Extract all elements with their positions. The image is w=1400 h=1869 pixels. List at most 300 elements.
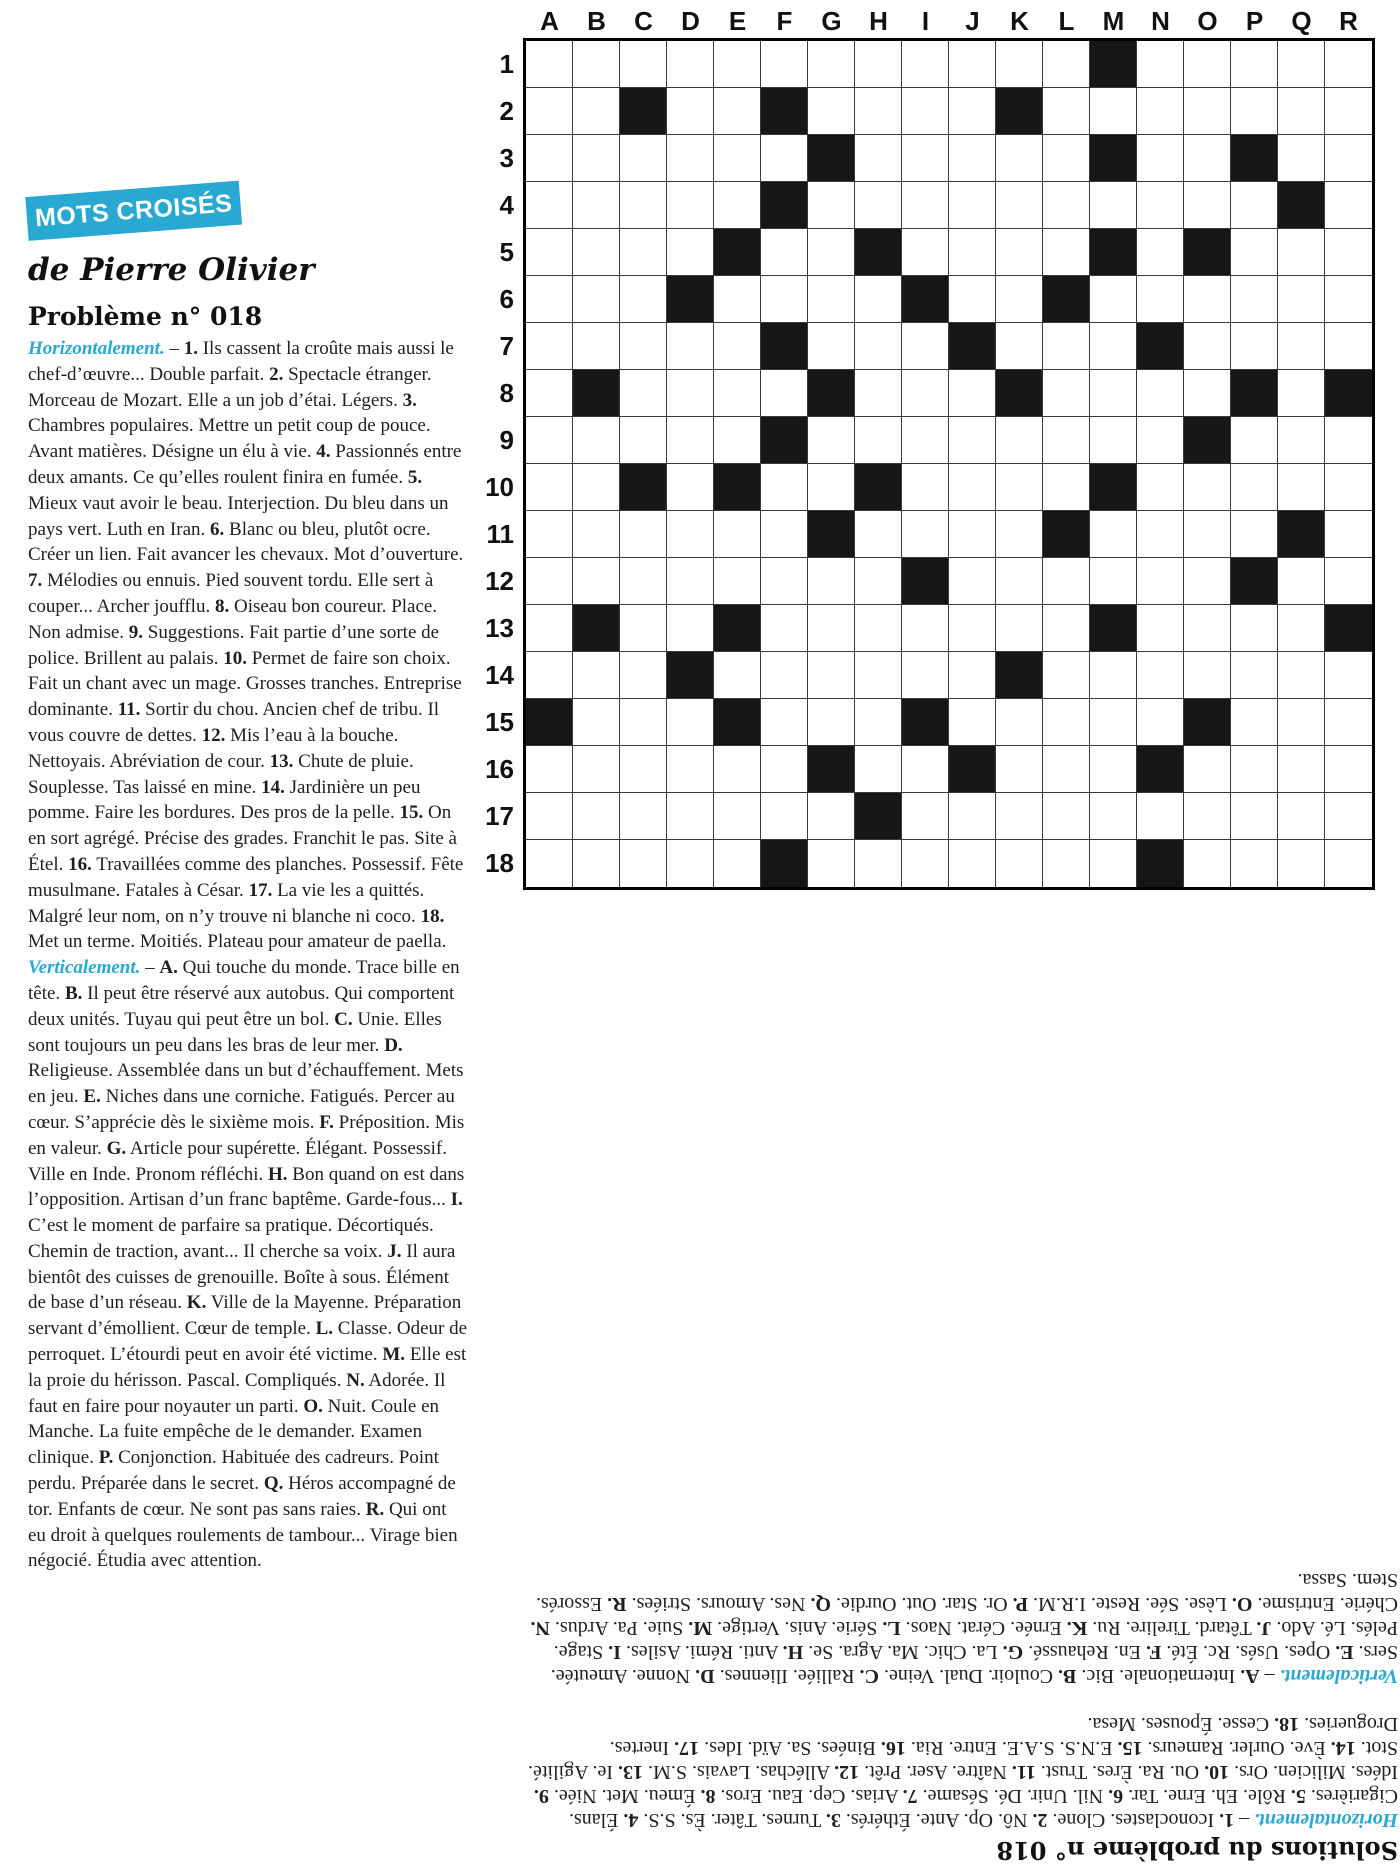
grid-cell-D4[interactable] bbox=[667, 182, 714, 229]
grid-cell-R14[interactable] bbox=[1325, 652, 1372, 699]
clue-key: 10. bbox=[223, 647, 247, 669]
grid-cell-G1[interactable] bbox=[808, 41, 855, 88]
grid-cell-H14[interactable] bbox=[855, 652, 902, 699]
grid-cell-Q2[interactable] bbox=[1278, 88, 1325, 135]
grid-cell-I16[interactable] bbox=[902, 746, 949, 793]
grid-cell-I10[interactable] bbox=[902, 464, 949, 511]
grid-cell-B15[interactable] bbox=[573, 699, 620, 746]
grid-cell-R18[interactable] bbox=[1325, 840, 1372, 887]
grid-cell-Q6[interactable] bbox=[1278, 276, 1325, 323]
grid-cell-N3[interactable] bbox=[1137, 135, 1184, 182]
grid-cell-B12[interactable] bbox=[573, 558, 620, 605]
grid-cell-O18[interactable] bbox=[1184, 840, 1231, 887]
grid-cell-J15[interactable] bbox=[949, 699, 996, 746]
grid-cell-R15[interactable] bbox=[1325, 699, 1372, 746]
grid-cell-E1[interactable] bbox=[714, 41, 761, 88]
grid-cell-N13[interactable] bbox=[1137, 605, 1184, 652]
grid-cell-O3[interactable] bbox=[1184, 135, 1231, 182]
grid-cell-Q12[interactable] bbox=[1278, 558, 1325, 605]
grid-cell-K18[interactable] bbox=[996, 840, 1043, 887]
grid-cell-K1[interactable] bbox=[996, 41, 1043, 88]
grid-cell-B7[interactable] bbox=[573, 323, 620, 370]
grid-cell-N1[interactable] bbox=[1137, 41, 1184, 88]
grid-cell-J4[interactable] bbox=[949, 182, 996, 229]
grid-cell-E4[interactable] bbox=[714, 182, 761, 229]
grid-cell-O12[interactable] bbox=[1184, 558, 1231, 605]
grid-cell-L7[interactable] bbox=[1043, 323, 1090, 370]
grid-cell-M12[interactable] bbox=[1090, 558, 1137, 605]
grid-cell-R6[interactable] bbox=[1325, 276, 1372, 323]
grid-cell-G4[interactable] bbox=[808, 182, 855, 229]
grid-cell-K13[interactable] bbox=[996, 605, 1043, 652]
grid-cell-B14[interactable] bbox=[573, 652, 620, 699]
grid-cell-A14[interactable] bbox=[526, 652, 573, 699]
grid-cell-L18[interactable] bbox=[1043, 840, 1090, 887]
grid-cell-J1[interactable] bbox=[949, 41, 996, 88]
grid-cell-R5[interactable] bbox=[1325, 229, 1372, 276]
grid-cell-Q9[interactable] bbox=[1278, 417, 1325, 464]
grid-cell-A8[interactable] bbox=[526, 370, 573, 417]
grid-cell-C5[interactable] bbox=[620, 229, 667, 276]
grid-cell-O16[interactable] bbox=[1184, 746, 1231, 793]
grid-cell-F14[interactable] bbox=[761, 652, 808, 699]
grid-cell-G18[interactable] bbox=[808, 840, 855, 887]
grid-cell-C14[interactable] bbox=[620, 652, 667, 699]
grid-cell-H1[interactable] bbox=[855, 41, 902, 88]
grid-cell-C3[interactable] bbox=[620, 135, 667, 182]
grid-cell-K7[interactable] bbox=[996, 323, 1043, 370]
grid-cell-B4[interactable] bbox=[573, 182, 620, 229]
grid-cell-N12[interactable] bbox=[1137, 558, 1184, 605]
grid-cell-M14[interactable] bbox=[1090, 652, 1137, 699]
clue-key: 17. bbox=[674, 1737, 700, 1759]
grid-cell-K9[interactable] bbox=[996, 417, 1043, 464]
grid-cell-H16[interactable] bbox=[855, 746, 902, 793]
grid-cell-A5[interactable] bbox=[526, 229, 573, 276]
grid-cell-K15[interactable] bbox=[996, 699, 1043, 746]
grid-cell-B9[interactable] bbox=[573, 417, 620, 464]
grid-cell-F6[interactable] bbox=[761, 276, 808, 323]
grid-cell-L3[interactable] bbox=[1043, 135, 1090, 182]
grid-cell-D3[interactable] bbox=[667, 135, 714, 182]
grid-cell-I14[interactable] bbox=[902, 652, 949, 699]
grid-cell-O4[interactable] bbox=[1184, 182, 1231, 229]
grid-cell-H9[interactable] bbox=[855, 417, 902, 464]
grid-cell-M16[interactable] bbox=[1090, 746, 1137, 793]
grid-cell-C15[interactable] bbox=[620, 699, 667, 746]
grid-cell-J3[interactable] bbox=[949, 135, 996, 182]
grid-cell-L13[interactable] bbox=[1043, 605, 1090, 652]
row-number-15: 15 bbox=[485, 707, 514, 737]
grid-cell-black-N16 bbox=[1137, 746, 1184, 793]
grid-cell-E16[interactable] bbox=[714, 746, 761, 793]
grid-cell-M7[interactable] bbox=[1090, 323, 1137, 370]
grid-cell-H11[interactable] bbox=[855, 511, 902, 558]
grid-cell-M9[interactable] bbox=[1090, 417, 1137, 464]
grid-cell-G5[interactable] bbox=[808, 229, 855, 276]
grid-cell-R9[interactable] bbox=[1325, 417, 1372, 464]
grid-cell-I8[interactable] bbox=[902, 370, 949, 417]
grid-cell-O10[interactable] bbox=[1184, 464, 1231, 511]
grid-cell-L2[interactable] bbox=[1043, 88, 1090, 135]
grid-cell-F5[interactable] bbox=[761, 229, 808, 276]
grid-cell-D9[interactable] bbox=[667, 417, 714, 464]
grid-cell-F15[interactable] bbox=[761, 699, 808, 746]
grid-cell-N5[interactable] bbox=[1137, 229, 1184, 276]
grid-cell-B17[interactable] bbox=[573, 793, 620, 840]
grid-cell-G10[interactable] bbox=[808, 464, 855, 511]
grid-cell-D10[interactable] bbox=[667, 464, 714, 511]
grid-cell-I18[interactable] bbox=[902, 840, 949, 887]
grid-cell-F3[interactable] bbox=[761, 135, 808, 182]
grid-cell-L17[interactable] bbox=[1043, 793, 1090, 840]
grid-cell-P6[interactable] bbox=[1231, 276, 1278, 323]
grid-cell-R1[interactable] bbox=[1325, 41, 1372, 88]
grid-cell-G17[interactable] bbox=[808, 793, 855, 840]
grid-cell-D13[interactable] bbox=[667, 605, 714, 652]
grid-cell-A4[interactable] bbox=[526, 182, 573, 229]
grid-cell-Q17[interactable] bbox=[1278, 793, 1325, 840]
grid-cell-Q3[interactable] bbox=[1278, 135, 1325, 182]
grid-cell-K12[interactable] bbox=[996, 558, 1043, 605]
col-letter-E: E bbox=[728, 6, 747, 36]
grid-cell-I17[interactable] bbox=[902, 793, 949, 840]
grid-cell-I3[interactable] bbox=[902, 135, 949, 182]
col-letter-H: H bbox=[869, 6, 888, 36]
grid-cell-H4[interactable] bbox=[855, 182, 902, 229]
grid-cell-A11[interactable] bbox=[526, 511, 573, 558]
grid-cell-F11[interactable] bbox=[761, 511, 808, 558]
grid-cell-F1[interactable] bbox=[761, 41, 808, 88]
grid-cell-A3[interactable] bbox=[526, 135, 573, 182]
grid-cell-E7[interactable] bbox=[714, 323, 761, 370]
grid-cell-B3[interactable] bbox=[573, 135, 620, 182]
grid-cell-J13[interactable] bbox=[949, 605, 996, 652]
grid-cell-G6[interactable] bbox=[808, 276, 855, 323]
grid-cell-A18[interactable] bbox=[526, 840, 573, 887]
grid-cell-M8[interactable] bbox=[1090, 370, 1137, 417]
grid-cell-R2[interactable] bbox=[1325, 88, 1372, 135]
grid-cell-K17[interactable] bbox=[996, 793, 1043, 840]
grid-cell-K4[interactable] bbox=[996, 182, 1043, 229]
grid-cell-E11[interactable] bbox=[714, 511, 761, 558]
grid-cell-Q14[interactable] bbox=[1278, 652, 1325, 699]
grid-cell-B11[interactable] bbox=[573, 511, 620, 558]
grid-cell-J14[interactable] bbox=[949, 652, 996, 699]
grid-cell-B5[interactable] bbox=[573, 229, 620, 276]
grid-cell-Q1[interactable] bbox=[1278, 41, 1325, 88]
grid-cell-I1[interactable] bbox=[902, 41, 949, 88]
grid-cell-O2[interactable] bbox=[1184, 88, 1231, 135]
grid-cell-M11[interactable] bbox=[1090, 511, 1137, 558]
grid-cell-R11[interactable] bbox=[1325, 511, 1372, 558]
grid-cell-B6[interactable] bbox=[573, 276, 620, 323]
grid-cell-N11[interactable] bbox=[1137, 511, 1184, 558]
grid-cell-F10[interactable] bbox=[761, 464, 808, 511]
grid-cell-R17[interactable] bbox=[1325, 793, 1372, 840]
grid-cell-P13[interactable] bbox=[1231, 605, 1278, 652]
grid-cell-R16[interactable] bbox=[1325, 746, 1372, 793]
grid-cell-H6[interactable] bbox=[855, 276, 902, 323]
grid-cell-Q18[interactable] bbox=[1278, 840, 1325, 887]
grid-cell-P10[interactable] bbox=[1231, 464, 1278, 511]
grid-cell-A1[interactable] bbox=[526, 41, 573, 88]
grid-cell-J17[interactable] bbox=[949, 793, 996, 840]
grid-cell-N2[interactable] bbox=[1137, 88, 1184, 135]
grid-cell-F13[interactable] bbox=[761, 605, 808, 652]
grid-cell-F12[interactable] bbox=[761, 558, 808, 605]
grid-cell-C13[interactable] bbox=[620, 605, 667, 652]
clue-key: 5. bbox=[407, 466, 423, 488]
grid-cell-G14[interactable] bbox=[808, 652, 855, 699]
grid-cell-O8[interactable] bbox=[1184, 370, 1231, 417]
grid-cell-C16[interactable] bbox=[620, 746, 667, 793]
grid-cell-J18[interactable] bbox=[949, 840, 996, 887]
grid-cell-D18[interactable] bbox=[667, 840, 714, 887]
grid-cell-A7[interactable] bbox=[526, 323, 573, 370]
grid-cell-L8[interactable] bbox=[1043, 370, 1090, 417]
grid-cell-K10[interactable] bbox=[996, 464, 1043, 511]
grid-cell-K6[interactable] bbox=[996, 276, 1043, 323]
grid-cell-L4[interactable] bbox=[1043, 182, 1090, 229]
grid-cell-N10[interactable] bbox=[1137, 464, 1184, 511]
grid-cell-N17[interactable] bbox=[1137, 793, 1184, 840]
grid-cell-Q10[interactable] bbox=[1278, 464, 1325, 511]
grid-cell-I2[interactable] bbox=[902, 88, 949, 135]
grid-cell-H3[interactable] bbox=[855, 135, 902, 182]
grid-cell-R4[interactable] bbox=[1325, 182, 1372, 229]
grid-cell-C7[interactable] bbox=[620, 323, 667, 370]
grid-cell-J8[interactable] bbox=[949, 370, 996, 417]
grid-cell-Q7[interactable] bbox=[1278, 323, 1325, 370]
grid-cell-D2[interactable] bbox=[667, 88, 714, 135]
grid-cell-C4[interactable] bbox=[620, 182, 667, 229]
grid-cell-I11[interactable] bbox=[902, 511, 949, 558]
grid-cell-I13[interactable] bbox=[902, 605, 949, 652]
grid-cell-M2[interactable] bbox=[1090, 88, 1137, 135]
grid-cell-A9[interactable] bbox=[526, 417, 573, 464]
grid-cell-H12[interactable] bbox=[855, 558, 902, 605]
clue-key: 8. bbox=[214, 595, 230, 617]
grid-cell-D7[interactable] bbox=[667, 323, 714, 370]
grid-cell-H7[interactable] bbox=[855, 323, 902, 370]
grid-cell-B1[interactable] bbox=[573, 41, 620, 88]
clue-key: G. bbox=[106, 1137, 127, 1159]
grid-cell-Q8[interactable] bbox=[1278, 370, 1325, 417]
grid-cell-B2[interactable] bbox=[573, 88, 620, 135]
direction-label: Horizontalement. bbox=[1254, 1809, 1398, 1831]
grid-cell-E6[interactable] bbox=[714, 276, 761, 323]
grid-cell-K5[interactable] bbox=[996, 229, 1043, 276]
grid-cell-C18[interactable] bbox=[620, 840, 667, 887]
col-letter-I: I bbox=[921, 6, 930, 36]
grid-cell-H8[interactable] bbox=[855, 370, 902, 417]
grid-cell-E12[interactable] bbox=[714, 558, 761, 605]
grid-cell-B16[interactable] bbox=[573, 746, 620, 793]
grid-cell-J11[interactable] bbox=[949, 511, 996, 558]
grid-cell-N15[interactable] bbox=[1137, 699, 1184, 746]
grid-cell-R7[interactable] bbox=[1325, 323, 1372, 370]
grid-cell-C17[interactable] bbox=[620, 793, 667, 840]
clue-key: 9. bbox=[128, 621, 144, 643]
grid-cell-H18[interactable] bbox=[855, 840, 902, 887]
grid-cell-K3[interactable] bbox=[996, 135, 1043, 182]
grid-cell-P18[interactable] bbox=[1231, 840, 1278, 887]
grid-cell-black-H17 bbox=[855, 793, 902, 840]
grid-cell-E2[interactable] bbox=[714, 88, 761, 135]
grid-cell-N4[interactable] bbox=[1137, 182, 1184, 229]
grid-cell-O14[interactable] bbox=[1184, 652, 1231, 699]
grid-cell-P4[interactable] bbox=[1231, 182, 1278, 229]
solutions-across: Horizontalement. – 1. Iconoclastes. Clone. 2. Nô. Op. Ante. Éthérés. 3. Turnes. Tâter. Ès. S.S. 4. Élans. Cigarières. 5. Rôle. Eh. Erne. Tar. 6. Nil. Unir. Dé. Sésame. 7. Arias. Cep. Eau. Eros. 8. Émeu. Met. Niée. 9. Idées. Milicien. Ors. 10. Ou. Ra. Ères. Trust. 11. Naître. Aser. Prêt. 12. Alléchas. Lavais. S.M. 13. Ie. Agilité. Stot. 14. Ève. Ourler. Rameurs. 15. E.N.S. S.A.E. Entre. Ria. 16. Binées. Sa. Aïd. Ides. 17. Inertes. Drogueries. 18. Cesse. Épouses. Mesa. bbox=[528, 1713, 1398, 1831]
grid-cell-black-L11 bbox=[1043, 511, 1090, 558]
grid-cell-L15[interactable] bbox=[1043, 699, 1090, 746]
grid-cell-P9[interactable] bbox=[1231, 417, 1278, 464]
grid-cell-L1[interactable] bbox=[1043, 41, 1090, 88]
grid-cell-D17[interactable] bbox=[667, 793, 714, 840]
grid-cell-O17[interactable] bbox=[1184, 793, 1231, 840]
grid-cell-A2[interactable] bbox=[526, 88, 573, 135]
grid-cell-A6[interactable] bbox=[526, 276, 573, 323]
grid-cell-G7[interactable] bbox=[808, 323, 855, 370]
grid-cell-G9[interactable] bbox=[808, 417, 855, 464]
clue-key: 9. bbox=[533, 1785, 549, 1807]
grid-cell-G12[interactable] bbox=[808, 558, 855, 605]
grid-cell-E8[interactable] bbox=[714, 370, 761, 417]
grid-cell-R12[interactable] bbox=[1325, 558, 1372, 605]
grid-cell-D15[interactable] bbox=[667, 699, 714, 746]
grid-cell-M4[interactable] bbox=[1090, 182, 1137, 229]
grid-cell-L16[interactable] bbox=[1043, 746, 1090, 793]
grid-cell-O7[interactable] bbox=[1184, 323, 1231, 370]
grid-cell-N6[interactable] bbox=[1137, 276, 1184, 323]
grid-cell-Q13[interactable] bbox=[1278, 605, 1325, 652]
grid-cell-D16[interactable] bbox=[667, 746, 714, 793]
grid-cell-D1[interactable] bbox=[667, 41, 714, 88]
grid-cell-J9[interactable] bbox=[949, 417, 996, 464]
grid-cell-R3[interactable] bbox=[1325, 135, 1372, 182]
grid-cell-N9[interactable] bbox=[1137, 417, 1184, 464]
grid-cell-P11[interactable] bbox=[1231, 511, 1278, 558]
grid-cell-E17[interactable] bbox=[714, 793, 761, 840]
grid-cell-J10[interactable] bbox=[949, 464, 996, 511]
grid-cell-black-F9 bbox=[761, 417, 808, 464]
clue-key: 11. bbox=[117, 699, 141, 721]
grid-cell-H13[interactable] bbox=[855, 605, 902, 652]
grid-cell-I5[interactable] bbox=[902, 229, 949, 276]
grid-cell-D11[interactable] bbox=[667, 511, 714, 558]
grid-cell-L14[interactable] bbox=[1043, 652, 1090, 699]
grid-cell-C9[interactable] bbox=[620, 417, 667, 464]
grid-cell-G15[interactable] bbox=[808, 699, 855, 746]
grid-cell-black-E5 bbox=[714, 229, 761, 276]
grid-cell-A13[interactable] bbox=[526, 605, 573, 652]
grid-cell-black-D14 bbox=[667, 652, 714, 699]
grid-cell-E3[interactable] bbox=[714, 135, 761, 182]
grid-cell-C11[interactable] bbox=[620, 511, 667, 558]
grid-cell-R10[interactable] bbox=[1325, 464, 1372, 511]
grid-cell-I7[interactable] bbox=[902, 323, 949, 370]
grid-cell-L12[interactable] bbox=[1043, 558, 1090, 605]
grid-cell-G13[interactable] bbox=[808, 605, 855, 652]
grid-cell-E14[interactable] bbox=[714, 652, 761, 699]
grid-cell-C8[interactable] bbox=[620, 370, 667, 417]
grid-cell-M15[interactable] bbox=[1090, 699, 1137, 746]
grid-cell-M6[interactable] bbox=[1090, 276, 1137, 323]
grid-cell-L10[interactable] bbox=[1043, 464, 1090, 511]
grid-cell-black-H10 bbox=[855, 464, 902, 511]
grid-cell-O6[interactable] bbox=[1184, 276, 1231, 323]
grid-cell-C6[interactable] bbox=[620, 276, 667, 323]
grid-cell-I9[interactable] bbox=[902, 417, 949, 464]
grid-cell-J12[interactable] bbox=[949, 558, 996, 605]
crossword-grid[interactable] bbox=[523, 38, 1375, 890]
grid-cell-A16[interactable] bbox=[526, 746, 573, 793]
grid-cell-H15[interactable] bbox=[855, 699, 902, 746]
grid-cell-black-I6 bbox=[902, 276, 949, 323]
grid-cell-M17[interactable] bbox=[1090, 793, 1137, 840]
grid-cell-B10[interactable] bbox=[573, 464, 620, 511]
grid-cell-L9[interactable] bbox=[1043, 417, 1090, 464]
grid-cell-black-P8 bbox=[1231, 370, 1278, 417]
grid-cell-D8[interactable] bbox=[667, 370, 714, 417]
grid-cell-P2[interactable] bbox=[1231, 88, 1278, 135]
grid-cell-P17[interactable] bbox=[1231, 793, 1278, 840]
grid-cell-M18[interactable] bbox=[1090, 840, 1137, 887]
grid-cell-O1[interactable] bbox=[1184, 41, 1231, 88]
grid-cell-A17[interactable] bbox=[526, 793, 573, 840]
grid-cell-O11[interactable] bbox=[1184, 511, 1231, 558]
grid-cell-F17[interactable] bbox=[761, 793, 808, 840]
grid-cell-F16[interactable] bbox=[761, 746, 808, 793]
grid-cell-E18[interactable] bbox=[714, 840, 761, 887]
grid-cell-D5[interactable] bbox=[667, 229, 714, 276]
grid-cell-A10[interactable] bbox=[526, 464, 573, 511]
grid-cell-A12[interactable] bbox=[526, 558, 573, 605]
grid-cell-K11[interactable] bbox=[996, 511, 1043, 558]
grid-cell-P7[interactable] bbox=[1231, 323, 1278, 370]
grid-cell-P14[interactable] bbox=[1231, 652, 1278, 699]
grid-cell-Q5[interactable] bbox=[1278, 229, 1325, 276]
clue-key: 13. bbox=[269, 750, 294, 772]
grid-cell-D12[interactable] bbox=[667, 558, 714, 605]
grid-cell-E9[interactable] bbox=[714, 417, 761, 464]
grid-cell-O13[interactable] bbox=[1184, 605, 1231, 652]
grid-cell-N8[interactable] bbox=[1137, 370, 1184, 417]
grid-cell-J6[interactable] bbox=[949, 276, 996, 323]
grid-cell-B18[interactable] bbox=[573, 840, 620, 887]
grid-cell-C12[interactable] bbox=[620, 558, 667, 605]
grid-cell-F8[interactable] bbox=[761, 370, 808, 417]
grid-cell-Q16[interactable] bbox=[1278, 746, 1325, 793]
grid-cell-P16[interactable] bbox=[1231, 746, 1278, 793]
grid-cell-K16[interactable] bbox=[996, 746, 1043, 793]
row-number-17: 17 bbox=[485, 801, 514, 831]
grid-cell-N14[interactable] bbox=[1137, 652, 1184, 699]
grid-cell-H2[interactable] bbox=[855, 88, 902, 135]
grid-cell-G2[interactable] bbox=[808, 88, 855, 135]
grid-cell-P1[interactable] bbox=[1231, 41, 1278, 88]
grid-cell-L5[interactable] bbox=[1043, 229, 1090, 276]
grid-cell-J2[interactable] bbox=[949, 88, 996, 135]
clue-key: I. bbox=[608, 1641, 621, 1663]
grid-cell-Q15[interactable] bbox=[1278, 699, 1325, 746]
grid-cell-P5[interactable] bbox=[1231, 229, 1278, 276]
grid-cell-P15[interactable] bbox=[1231, 699, 1278, 746]
grid-cell-C1[interactable] bbox=[620, 41, 667, 88]
grid-cell-J5[interactable] bbox=[949, 229, 996, 276]
grid-cell-I4[interactable] bbox=[902, 182, 949, 229]
